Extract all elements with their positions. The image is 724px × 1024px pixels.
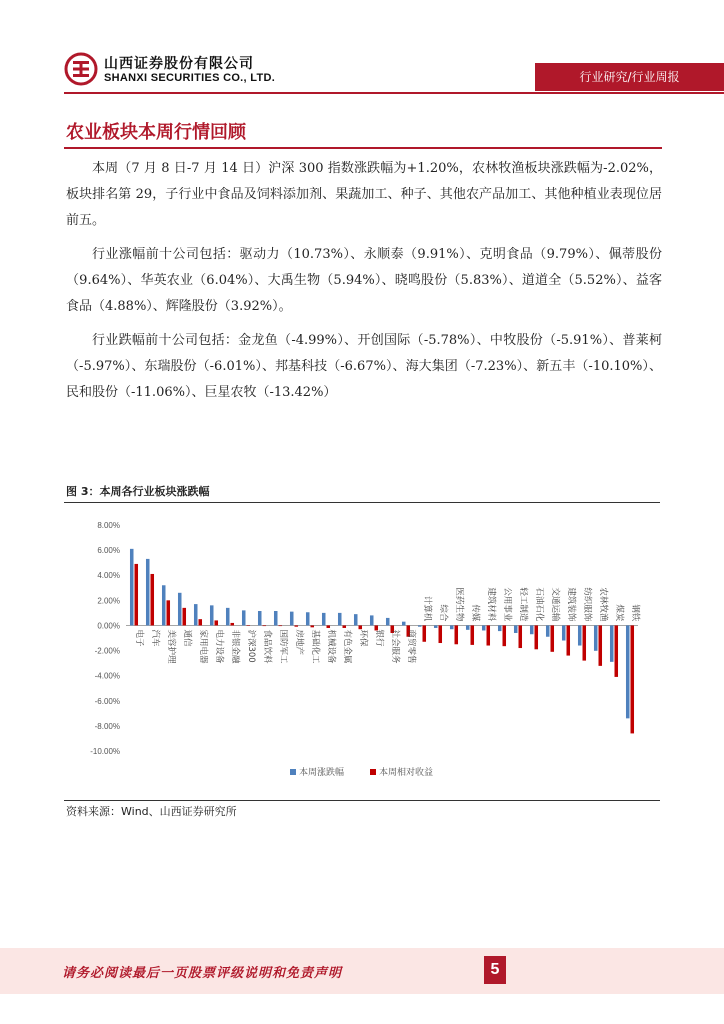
bar-weekly-change: [162, 585, 166, 625]
category-label: 通信: [182, 629, 192, 647]
bar-relative-return: [279, 625, 283, 626]
bar-weekly-change: [562, 625, 566, 640]
bar-relative-return: [231, 623, 235, 626]
category-label: 社会服务: [390, 629, 400, 664]
category-label: 基础化工: [310, 629, 320, 664]
company-logo-icon: [64, 52, 98, 86]
legend-label: 本周涨跌幅: [299, 768, 345, 778]
y-tick-label: 4.00%: [97, 571, 120, 581]
bar-relative-return: [615, 625, 619, 676]
y-tick-label: 2.00%: [97, 596, 120, 606]
category-label: 有色金属: [342, 629, 352, 664]
bar-relative-return: [583, 625, 587, 660]
category-label: 沪深300: [246, 629, 256, 663]
category-label: 电子: [134, 629, 144, 647]
bar-weekly-change: [146, 559, 150, 626]
bar-relative-return: [487, 625, 491, 645]
category-label: 钢铁: [630, 604, 640, 622]
category-label: 建筑材料: [486, 587, 496, 622]
paragraph-top-losers: 行业跌幅前十公司包括：金龙鱼（-4.99%）、开创国际（-5.78%）、中牧股份（-5.91%）、普莱柯（-5.97%）、东瑞股份（-6.01%）、邦基科技（-6.67%）、海大集团（-7.23%）、新五丰（-10.10%）、民和股份（-11.06%）、巨星农牧（-13.42%）: [66, 333, 662, 400]
bar-relative-return: [567, 625, 571, 655]
page-footer: [0, 948, 724, 994]
bar-weekly-change: [130, 549, 134, 626]
category-label: 交通运输: [550, 587, 560, 622]
bar-weekly-change: [290, 612, 294, 626]
bar-weekly-change: [306, 612, 310, 625]
bar-relative-return: [519, 625, 523, 648]
bar-weekly-change: [578, 625, 582, 645]
bar-weekly-change: [178, 593, 182, 626]
y-tick-label: -10.00%: [90, 747, 120, 756]
bar-weekly-change: [514, 625, 518, 633]
bar-relative-return: [135, 564, 139, 626]
bar-relative-return: [151, 574, 155, 625]
bar-relative-return: [471, 625, 475, 644]
bar-weekly-change: [594, 625, 598, 650]
bar-relative-return: [247, 625, 251, 626]
category-label: 非银金融: [230, 629, 240, 664]
bar-weekly-change: [354, 614, 358, 625]
bar-weekly-change: [450, 625, 454, 629]
section-title-underline: [64, 147, 662, 149]
company-name-cn: 山西证券股份有限公司: [104, 56, 254, 72]
category-label: 公用事业: [502, 587, 512, 622]
bar-weekly-change: [626, 625, 630, 718]
category-label: 医药生物: [454, 587, 464, 622]
page-number: 5: [484, 956, 506, 984]
y-tick-label: -4.00%: [94, 671, 120, 681]
bar-relative-return: [167, 600, 171, 625]
header-divider: [64, 92, 724, 94]
legend-swatch: [370, 769, 376, 775]
category-label: 银行: [374, 629, 384, 647]
bar-relative-return: [631, 625, 635, 733]
y-tick-label: -2.00%: [94, 646, 120, 656]
bar-weekly-change: [338, 613, 342, 626]
legend-swatch: [290, 769, 296, 775]
company-name-en: SHANXI SECURITIES CO., LTD.: [104, 72, 276, 84]
category-label: 汽车: [150, 629, 160, 647]
bar-relative-return: [423, 625, 427, 641]
category-label: 建筑装饰: [566, 587, 576, 622]
bar-weekly-change: [370, 615, 374, 625]
bar-weekly-change: [498, 625, 502, 631]
category-label: 房地产: [294, 629, 304, 655]
bar-weekly-change: [546, 625, 550, 636]
bar-relative-return: [311, 625, 315, 627]
bar-weekly-change: [242, 610, 246, 625]
y-tick-label: -8.00%: [94, 721, 120, 731]
bar-relative-return: [327, 625, 331, 628]
y-tick-label: 8.00%: [97, 521, 120, 530]
category-label: 农林牧渔: [598, 587, 608, 622]
category-label: 美容护理: [166, 629, 176, 664]
category-label: 国防军工: [278, 629, 288, 664]
bar-weekly-change: [274, 611, 278, 625]
bar-weekly-change: [258, 611, 262, 625]
bar-relative-return: [199, 619, 203, 625]
footer-disclaimer: 请务必阅读最后一页股票评级说明和免责声明: [62, 966, 343, 981]
figure-title: 图 3：本周各行业板块涨跌幅: [66, 485, 210, 498]
bar-weekly-change: [322, 613, 326, 626]
figure-top-rule: [64, 502, 660, 503]
bar-weekly-change: [210, 605, 214, 625]
bar-relative-return: [215, 620, 219, 625]
bar-weekly-change: [402, 622, 406, 626]
category-label: 传媒: [470, 604, 480, 622]
paragraph-top-gainers: 行业涨幅前十公司包括：驱动力（10.73%）、永顺泰（9.91%）、克明食品（9.79%）、佩蒂股份（9.64%）、华英农业（6.04%）、大禹生物（5.94%）、晓鸣股份（5.83%）、道道全（5.52%）、益客食品（4.88%）、辉隆股份（3.92%）。: [66, 247, 662, 314]
bar-weekly-change: [386, 618, 390, 626]
bar-weekly-change: [466, 625, 470, 629]
figure-bottom-rule: [64, 800, 660, 801]
category-label: 家用电器: [198, 629, 208, 664]
bar-weekly-change: [610, 625, 614, 661]
section-title: 农业板块本周行情回顾: [66, 122, 246, 143]
bar-relative-return: [599, 625, 603, 665]
bar-relative-return: [439, 625, 443, 643]
category-label: 电力设备: [214, 629, 224, 664]
legend-label: 本周相对收益: [379, 768, 434, 778]
category-label: 石油石化: [534, 587, 544, 622]
bar-weekly-change: [482, 625, 486, 630]
bar-relative-return: [183, 608, 187, 626]
bar-relative-return: [535, 625, 539, 649]
y-tick-label: 6.00%: [97, 546, 120, 556]
category-label: 综合: [438, 604, 448, 622]
page-header: [0, 0, 724, 100]
bar-relative-return: [503, 625, 507, 646]
report-category-tag: 行业研究/行业周报: [535, 63, 724, 91]
sector-change-bar-chart: [64, 505, 660, 797]
bar-weekly-change: [418, 625, 422, 626]
bar-weekly-change: [434, 625, 438, 628]
bar-relative-return: [263, 625, 267, 626]
bar-weekly-change: [226, 608, 230, 626]
bar-relative-return: [455, 625, 459, 644]
category-label: 机械设备: [326, 629, 336, 664]
category-label: 轻工制造: [518, 587, 528, 622]
y-tick-label: -6.00%: [94, 696, 120, 706]
category-label: 环保: [358, 629, 368, 647]
category-label: 商贸零售: [406, 629, 416, 664]
bar-relative-return: [343, 625, 347, 628]
category-label: 纺织服饰: [582, 587, 592, 622]
paragraph-market-review: 本周（7 月 8 日-7 月 14 日）沪深 300 指数涨跌幅为+1.20%，农林牧渔板块涨跌幅为-2.02%，板块排名第 29，子行业中食品及饲料添加剂、果蔬加工、种子、其他农产品加工、其他种植业表现位居前五。: [66, 161, 662, 228]
category-label: 煤炭: [614, 604, 624, 622]
bar-relative-return: [295, 625, 299, 626]
category-label: 食品饮料: [262, 629, 272, 664]
category-label: 计算机: [422, 595, 432, 622]
bar-weekly-change: [530, 625, 534, 634]
bar-relative-return: [551, 625, 555, 651]
figure-source: 资料来源：Wind、山西证券研究所: [66, 805, 237, 818]
bar-weekly-change: [194, 604, 198, 625]
y-tick-label: 0.00%: [97, 621, 120, 631]
